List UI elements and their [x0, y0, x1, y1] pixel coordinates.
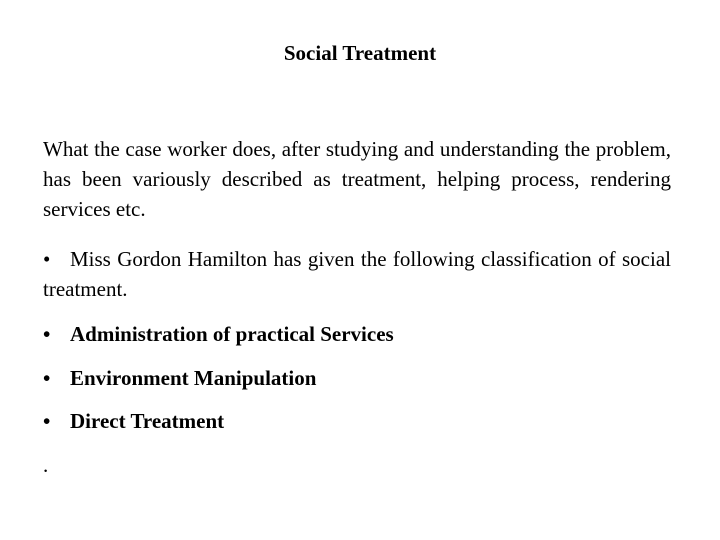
bullet-icon: • [43, 409, 51, 433]
bullet-icon: • [43, 366, 51, 390]
classification-intro-paragraph [43, 244, 671, 304]
intro-paragraph: What the case worker does, after studying and understanding the problem, has been variously described as treatment, helping process, rendering services etc. [43, 137, 671, 221]
bullet-icon: • [43, 322, 51, 346]
bullet-icon: • [43, 247, 51, 271]
classification-item-administration [43, 319, 671, 349]
classification-item-label: Direct Treatment [70, 409, 225, 433]
classification-item-direct [43, 406, 671, 436]
classification-item-label: Administration of practical Services [70, 322, 394, 346]
slide-title: Social Treatment [283, 41, 437, 65]
classification-intro-text: Miss Gordon Hamilton has given the following classification of social treatment. [43, 247, 671, 301]
classification-item-environment [43, 363, 671, 393]
trailing-mark: . [43, 453, 49, 477]
classification-item-label: Environment Manipulation [70, 366, 317, 390]
